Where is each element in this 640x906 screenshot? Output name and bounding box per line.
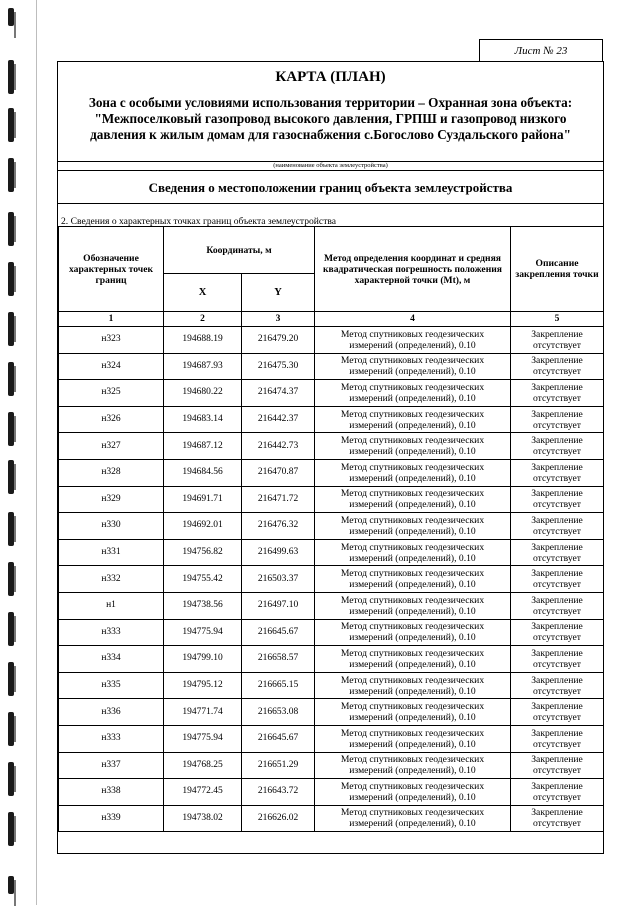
column-number: 1	[59, 312, 164, 327]
method-line: измерений (определений), 0.10	[349, 552, 476, 564]
coord-y: 216442.73	[242, 433, 315, 460]
column-number: 2	[164, 312, 242, 327]
method-cell	[315, 592, 511, 619]
method-line: Метод спутниковых геодезических	[340, 568, 485, 580]
table-row	[59, 646, 604, 673]
method-line: измерений (определений), 0.10	[349, 525, 476, 537]
point-id: н339	[59, 805, 164, 832]
method-cell	[315, 672, 511, 699]
column-number: 5	[511, 312, 604, 327]
coord-y: 216653.08	[242, 699, 315, 726]
desc-cell	[511, 353, 604, 380]
desc-line: Закрепление	[531, 621, 583, 633]
method-line: измерений (определений), 0.10	[349, 419, 476, 431]
method-line: измерений (определений), 0.10	[349, 791, 476, 803]
coord-y: 216442.37	[242, 406, 315, 433]
desc-line: Закрепление	[531, 594, 583, 606]
header-point: Обозначение характерных точек границ	[59, 227, 164, 312]
coord-y: 216499.63	[242, 539, 315, 566]
desc-line: отсутствует	[533, 632, 581, 644]
desc-cell	[511, 725, 604, 752]
point-id: н333	[59, 725, 164, 752]
desc-line: отсутствует	[533, 339, 581, 351]
coord-x: 194775.94	[164, 619, 242, 646]
table-row	[59, 327, 604, 354]
desc-line: отсутствует	[533, 366, 581, 378]
desc-cell	[511, 699, 604, 726]
point-id: н327	[59, 433, 164, 460]
section-title: Сведения о местоположении границ объекта землеустройства	[148, 180, 513, 195]
binder-ring	[8, 312, 14, 346]
binder-ring	[8, 8, 14, 26]
desc-line: Закрепление	[531, 461, 583, 473]
desc-line: отсутствует	[533, 446, 581, 458]
method-cell	[315, 539, 511, 566]
binder-ring	[8, 60, 14, 94]
binder-ring	[8, 612, 14, 646]
table-row	[59, 380, 604, 407]
method-line: измерений (определений), 0.10	[349, 579, 476, 591]
coord-y: 216665.15	[242, 672, 315, 699]
coord-x: 194799.10	[164, 646, 242, 673]
desc-line: Закрепление	[531, 568, 583, 580]
table-row	[59, 592, 604, 619]
point-id: н332	[59, 566, 164, 593]
method-cell	[315, 566, 511, 593]
desc-cell	[511, 805, 604, 832]
page-title: КАРТА (ПЛАН)	[275, 69, 386, 85]
method-cell	[315, 699, 511, 726]
coord-x: 194687.93	[164, 353, 242, 380]
point-id: н325	[59, 380, 164, 407]
method-line: Метод спутниковых геодезических	[340, 727, 485, 739]
margin-line	[36, 0, 37, 905]
method-line: измерений (определений), 0.10	[349, 765, 476, 777]
coord-x: 194684.56	[164, 459, 242, 486]
coord-x: 194755.42	[164, 566, 242, 593]
coord-y: 216479.20	[242, 327, 315, 354]
desc-line: Закрепление	[531, 488, 583, 500]
desc-cell	[511, 486, 604, 513]
method-cell	[315, 327, 511, 354]
method-cell	[315, 513, 511, 540]
desc-line: отсутствует	[533, 658, 581, 670]
binder-ring	[8, 362, 14, 396]
desc-line: отсутствует	[533, 818, 581, 830]
coord-x: 194795.12	[164, 672, 242, 699]
coord-x: 194775.94	[164, 725, 242, 752]
binder-ring	[8, 762, 14, 796]
method-line: Метод спутниковых геодезических	[340, 647, 485, 659]
coord-x: 194772.45	[164, 779, 242, 806]
coord-x: 194738.56	[164, 592, 242, 619]
method-cell	[315, 406, 511, 433]
coord-x: 194680.22	[164, 380, 242, 407]
coord-y: 216658.57	[242, 646, 315, 673]
desc-line: отсутствует	[533, 738, 581, 750]
coord-y: 216471.72	[242, 486, 315, 513]
desc-line: Закрепление	[531, 435, 583, 447]
method-line: измерений (определений), 0.10	[349, 738, 476, 750]
desc-line: отсутствует	[533, 419, 581, 431]
desc-line: Закрепление	[531, 381, 583, 393]
desc-line: Закрепление	[531, 674, 583, 686]
point-id: н336	[59, 699, 164, 726]
desc-line: Закрепление	[531, 328, 583, 340]
coord-y: 216645.67	[242, 619, 315, 646]
desc-cell	[511, 672, 604, 699]
desc-line: Закрепление	[531, 647, 583, 659]
object-caption: (наименование объекта землеустройства)	[273, 162, 388, 169]
desc-line: отсутствует	[533, 685, 581, 697]
method-line: измерений (определений), 0.10	[349, 472, 476, 484]
binder-ring	[8, 460, 14, 494]
method-cell	[315, 433, 511, 460]
method-line: Метод спутниковых геодезических	[340, 408, 485, 420]
method-cell	[315, 486, 511, 513]
method-line: измерений (определений), 0.10	[349, 339, 476, 351]
method-cell	[315, 752, 511, 779]
desc-cell	[511, 433, 604, 460]
desc-line: отсутствует	[533, 499, 581, 511]
point-id: н335	[59, 672, 164, 699]
table-row	[59, 619, 604, 646]
column-number: 4	[315, 312, 511, 327]
table-row	[59, 513, 604, 540]
method-line: измерений (определений), 0.10	[349, 366, 476, 378]
method-line: измерений (определений), 0.10	[349, 446, 476, 458]
coord-y: 216645.67	[242, 725, 315, 752]
desc-cell	[511, 592, 604, 619]
binder-ring	[8, 262, 14, 296]
desc-cell	[511, 380, 604, 407]
desc-cell	[511, 752, 604, 779]
method-line: измерений (определений), 0.10	[349, 392, 476, 404]
header-coords: Координаты, м	[164, 227, 315, 274]
coord-y: 216475.30	[242, 353, 315, 380]
object-title: Зона с особыми условиями использования территории – Охранная зона объекта: "Межпоселковый газопровод высокого давления, ГРПШ и газопровод низкого давления к жилым домам для газоснабжения с.Богослово Суздальского района"	[88, 95, 573, 142]
sheet-number: Лист № 23	[479, 39, 603, 61]
binder-ring	[8, 876, 14, 894]
point-id: н1	[59, 592, 164, 619]
method-line: Метод спутниковых геодезических	[340, 674, 485, 686]
desc-cell	[511, 459, 604, 486]
point-id: н331	[59, 539, 164, 566]
table-row	[59, 805, 604, 832]
desc-cell	[511, 513, 604, 540]
method-line: измерений (определений), 0.10	[349, 818, 476, 830]
desc-cell	[511, 539, 604, 566]
point-id: н334	[59, 646, 164, 673]
method-cell	[315, 779, 511, 806]
desc-line: отсутствует	[533, 579, 581, 591]
method-cell	[315, 619, 511, 646]
coord-x: 194768.25	[164, 752, 242, 779]
table-row	[59, 752, 604, 779]
method-line: измерений (определений), 0.10	[349, 632, 476, 644]
table-row	[59, 699, 604, 726]
point-id: н323	[59, 327, 164, 354]
points-table	[58, 226, 604, 832]
header-desc: Описание закрепления точки	[511, 227, 604, 312]
method-cell	[315, 805, 511, 832]
desc-cell	[511, 406, 604, 433]
binder-ring	[8, 212, 14, 246]
method-line: Метод спутниковых геодезических	[340, 355, 485, 367]
coord-y: 216643.72	[242, 779, 315, 806]
desc-line: Закрепление	[531, 408, 583, 420]
desc-line: Закрепление	[531, 780, 583, 792]
table-row	[59, 406, 604, 433]
desc-line: отсутствует	[533, 791, 581, 803]
coord-x: 194688.19	[164, 327, 242, 354]
desc-line: Закрепление	[531, 754, 583, 766]
desc-line: отсутствует	[533, 472, 581, 484]
binder-ring	[8, 812, 14, 846]
coord-x: 194687.12	[164, 433, 242, 460]
column-number: 3	[242, 312, 315, 327]
table-row	[59, 486, 604, 513]
desc-cell	[511, 566, 604, 593]
coord-y: 216470.87	[242, 459, 315, 486]
coord-y: 216651.29	[242, 752, 315, 779]
coord-y: 216476.32	[242, 513, 315, 540]
desc-cell	[511, 646, 604, 673]
binder-rings	[0, 0, 24, 905]
coord-x: 194738.02	[164, 805, 242, 832]
binder-ring	[8, 562, 14, 596]
document-frame	[57, 61, 604, 854]
divider	[58, 170, 603, 171]
method-line: Метод спутниковых геодезических	[340, 488, 485, 500]
method-line: измерений (определений), 0.10	[349, 499, 476, 511]
method-cell	[315, 459, 511, 486]
table-row	[59, 566, 604, 593]
table-row	[59, 672, 604, 699]
method-line: Метод спутниковых геодезических	[340, 701, 485, 713]
method-line: Метод спутниковых геодезических	[340, 621, 485, 633]
table-row	[59, 459, 604, 486]
header-y: Y	[242, 274, 315, 312]
point-id: н328	[59, 459, 164, 486]
desc-line: Закрепление	[531, 541, 583, 553]
table-row	[59, 725, 604, 752]
binder-ring	[8, 712, 14, 746]
binder-ring	[8, 158, 14, 192]
method-line: Метод спутниковых геодезических	[340, 381, 485, 393]
method-line: измерений (определений), 0.10	[349, 685, 476, 697]
method-cell	[315, 725, 511, 752]
desc-line: отсутствует	[533, 605, 581, 617]
desc-line: отсутствует	[533, 712, 581, 724]
point-id: н329	[59, 486, 164, 513]
method-line: измерений (определений), 0.10	[349, 658, 476, 670]
coord-y: 216497.10	[242, 592, 315, 619]
method-cell	[315, 646, 511, 673]
binder-ring	[8, 512, 14, 546]
table-row	[59, 779, 604, 806]
coord-y: 216503.37	[242, 566, 315, 593]
method-line: Метод спутниковых геодезических	[340, 594, 485, 606]
binder-ring	[8, 412, 14, 446]
coord-x: 194691.71	[164, 486, 242, 513]
desc-line: отсутствует	[533, 525, 581, 537]
method-line: Метод спутниковых геодезических	[340, 754, 485, 766]
coord-x: 194692.01	[164, 513, 242, 540]
method-line: Метод спутниковых геодезических	[340, 514, 485, 526]
desc-line: Закрепление	[531, 727, 583, 739]
desc-line: отсутствует	[533, 392, 581, 404]
method-line: Метод спутниковых геодезических	[340, 541, 485, 553]
divider	[58, 203, 603, 204]
table-row	[59, 539, 604, 566]
desc-line: Закрепление	[531, 514, 583, 526]
desc-line: Закрепление	[531, 355, 583, 367]
point-id: н324	[59, 353, 164, 380]
header-method: Метод определения координат и средняя квадратическая погрешность положения характерной точки (Mt), м	[315, 227, 511, 312]
method-line: Метод спутниковых геодезических	[340, 780, 485, 792]
binder-ring	[8, 662, 14, 696]
point-id: н333	[59, 619, 164, 646]
method-cell	[315, 353, 511, 380]
method-line: измерений (определений), 0.10	[349, 712, 476, 724]
method-line: Метод спутниковых геодезических	[340, 328, 485, 340]
section-subtitle: 2. Сведения о характерных точках границ объекта землеустройства	[61, 216, 337, 227]
method-line: измерений (определений), 0.10	[349, 605, 476, 617]
point-id: н338	[59, 779, 164, 806]
point-id: н337	[59, 752, 164, 779]
coord-y: 216626.02	[242, 805, 315, 832]
method-line: Метод спутниковых геодезических	[340, 435, 485, 447]
method-line: Метод спутниковых геодезических	[340, 461, 485, 473]
table-row	[59, 353, 604, 380]
coord-y: 216474.37	[242, 380, 315, 407]
desc-line: отсутствует	[533, 765, 581, 777]
point-id: н326	[59, 406, 164, 433]
method-line: Метод спутниковых геодезических	[340, 807, 485, 819]
desc-cell	[511, 327, 604, 354]
coord-x: 194771.74	[164, 699, 242, 726]
desc-cell	[511, 779, 604, 806]
header-x: X	[164, 274, 242, 312]
table-row	[59, 433, 604, 460]
point-id: н330	[59, 513, 164, 540]
desc-cell	[511, 619, 604, 646]
method-cell	[315, 380, 511, 407]
coord-x: 194756.82	[164, 539, 242, 566]
desc-line: Закрепление	[531, 807, 583, 819]
binder-ring	[8, 108, 14, 142]
desc-line: Закрепление	[531, 701, 583, 713]
coord-x: 194683.14	[164, 406, 242, 433]
desc-line: отсутствует	[533, 552, 581, 564]
